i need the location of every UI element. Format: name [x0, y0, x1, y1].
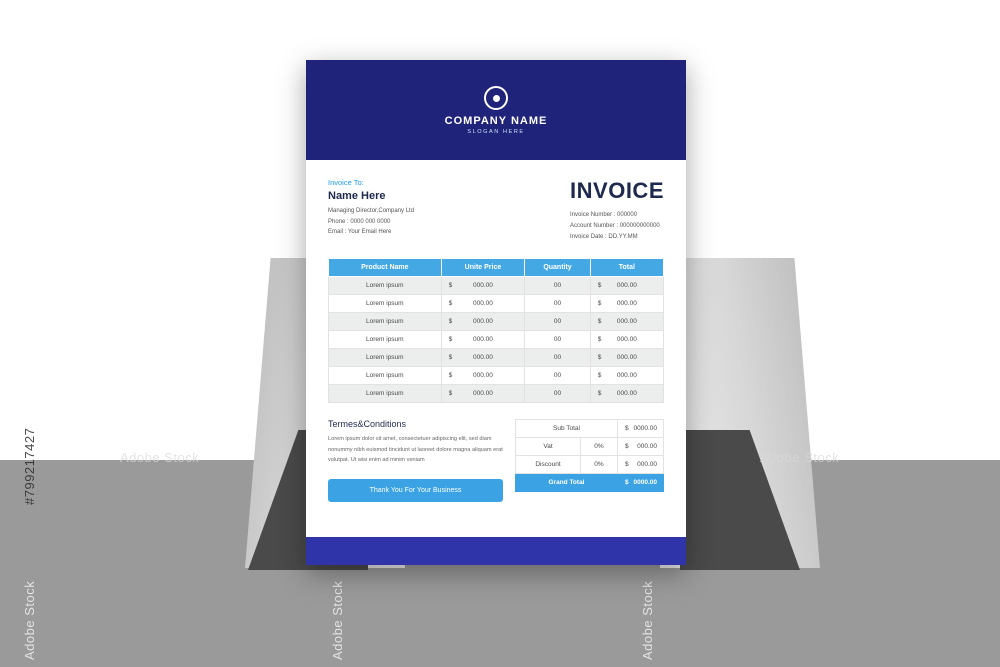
- currency-symbol: $: [597, 318, 602, 326]
- vat-value-cell: [618, 438, 664, 456]
- client-phone: Phone : 0000 000 0000: [328, 218, 391, 225]
- client-email: Email : Your Email Here: [328, 229, 392, 235]
- currency-symbol: $: [448, 390, 453, 398]
- watermark-text: Adobe Stock: [22, 580, 37, 660]
- discount-percent: 0%: [581, 456, 618, 474]
- discount-label: Discount: [516, 456, 581, 474]
- price-value: 000.00: [473, 318, 493, 326]
- currency-symbol: $: [597, 336, 602, 344]
- total-value: 000.00: [616, 336, 637, 344]
- cell-product: Lorem ipsum: [329, 367, 442, 385]
- total-value: 000.00: [616, 390, 637, 398]
- target-circle-icon: [484, 86, 508, 110]
- total-value: 000.00: [616, 372, 637, 380]
- account-number: Account Number : 000000000000: [570, 222, 660, 229]
- cell-product: Lorem ipsum: [329, 349, 442, 367]
- currency-symbol: $: [448, 372, 453, 380]
- currency-symbol: $: [448, 282, 453, 290]
- table-row: [329, 313, 664, 331]
- price-value: 000.00: [473, 300, 493, 308]
- vat-label: Vat: [516, 438, 581, 456]
- currency-symbol: $: [625, 425, 629, 433]
- grand-total-label: Grand Total: [516, 474, 618, 492]
- logo-inner-dot: [493, 95, 500, 102]
- cell-total: [590, 367, 663, 385]
- price-value: 000.00: [473, 282, 493, 290]
- cell-qty: 00: [525, 331, 590, 349]
- cell-product: Lorem ipsum: [329, 277, 442, 295]
- totals-row-grand: [516, 474, 664, 492]
- vat-value: 000.00: [637, 443, 657, 451]
- totals-row-vat: [516, 438, 664, 456]
- currency-symbol: $: [597, 390, 602, 398]
- total-value: 000.00: [616, 300, 637, 308]
- column-header-product: Product Name: [329, 259, 442, 277]
- line-items-table: [328, 258, 664, 403]
- subtotal-value: 0000.00: [633, 425, 657, 433]
- watermark-text: Adobe Stock: [760, 450, 840, 465]
- cell-price: [441, 367, 525, 385]
- grand-total-value-cell: [618, 474, 664, 492]
- currency-symbol: $: [597, 282, 602, 290]
- price-value: 000.00: [473, 354, 493, 362]
- cell-price: [441, 331, 525, 349]
- currency-symbol: $: [625, 479, 629, 487]
- currency-symbol: $: [625, 443, 629, 451]
- invoice-to-block: [328, 178, 414, 238]
- invoice-to-label: Invoice To:: [328, 178, 364, 187]
- watermark-asset-id: #799217427: [22, 427, 37, 505]
- client-role: Managing Director,Company Ltd: [328, 208, 415, 214]
- invoice-title: INVOICE: [570, 178, 664, 203]
- cell-qty: 00: [525, 295, 590, 313]
- cell-price: [441, 385, 525, 403]
- cell-qty: 00: [525, 349, 590, 367]
- currency-symbol: $: [597, 372, 602, 380]
- invoice-title-block: [570, 178, 664, 242]
- cell-qty: 00: [525, 313, 590, 331]
- totals-block: [515, 419, 664, 502]
- table-row: [329, 385, 664, 403]
- invoice-date: Invoice Date : DD.YY.MM: [570, 233, 638, 240]
- currency-symbol: $: [448, 354, 453, 362]
- invoice-number: Invoice Number : 000000: [570, 212, 638, 218]
- cell-qty: 00: [525, 367, 590, 385]
- subtotal-value-cell: [618, 420, 664, 438]
- price-value: 000.00: [473, 336, 493, 344]
- watermark-text: Adobe Stock: [330, 580, 345, 660]
- company-name: COMPANY NAME: [444, 115, 548, 127]
- price-value: 000.00: [473, 390, 493, 398]
- table-row: [329, 295, 664, 313]
- company-slogan: SLOGAN HERE: [467, 129, 525, 135]
- cell-price: [441, 349, 525, 367]
- invoice-footer-bar: [306, 537, 686, 565]
- cell-qty: 00: [525, 385, 590, 403]
- invoice-body: [306, 160, 686, 502]
- totals-table: [515, 419, 664, 492]
- cell-total: [590, 295, 663, 313]
- currency-symbol: $: [448, 318, 453, 326]
- currency-symbol: $: [448, 300, 453, 308]
- cell-total: [590, 349, 663, 367]
- table-row: [329, 367, 664, 385]
- invoice-header: [306, 60, 686, 160]
- discount-value-cell: [618, 456, 664, 474]
- grand-total-value: 0000.00: [633, 479, 657, 487]
- table-row: [329, 277, 664, 295]
- subtotal-label: Sub Total: [516, 420, 618, 438]
- terms-block: [328, 419, 503, 502]
- column-header-unit-price: Unite Price: [441, 259, 525, 277]
- cell-total: [590, 385, 663, 403]
- client-name: Name Here: [328, 190, 386, 202]
- currency-symbol: $: [597, 354, 602, 362]
- currency-symbol: $: [625, 461, 629, 469]
- cell-product: Lorem ipsum: [329, 295, 442, 313]
- table-header-row: [329, 259, 664, 277]
- cell-product: Lorem ipsum: [329, 313, 442, 331]
- table-row: [329, 349, 664, 367]
- cell-product: Lorem ipsum: [329, 385, 442, 403]
- brand-block: [306, 86, 686, 135]
- column-header-quantity: Quantity: [525, 259, 590, 277]
- total-value: 000.00: [616, 354, 637, 362]
- cell-product: Lorem ipsum: [329, 331, 442, 349]
- discount-value: 000.00: [637, 461, 657, 469]
- vat-percent: 0%: [581, 438, 618, 456]
- invoice-bottom: [328, 419, 664, 502]
- cell-total: [590, 277, 663, 295]
- currency-symbol: $: [597, 300, 602, 308]
- cell-total: [590, 331, 663, 349]
- terms-body: Lorem ipsum dolor sit amet, consectetuer adipiscing elit, sed diam nonummy nibh euismod tincidunt ut laoreet dolore magna aliquam erat volutpat. Ut wisi enim ad minim veniam: [328, 436, 503, 464]
- terms-title: Termes&Conditions: [328, 419, 407, 430]
- cell-price: [441, 295, 525, 313]
- totals-row-discount: [516, 456, 664, 474]
- column-header-total: Total: [590, 259, 663, 277]
- price-value: 000.00: [473, 372, 493, 380]
- watermark-text: Adobe Stock: [640, 580, 655, 660]
- cell-price: [441, 313, 525, 331]
- invoice-top-row: [328, 178, 664, 242]
- cell-total: [590, 313, 663, 331]
- totals-row-subtotal: [516, 420, 664, 438]
- invoice-sheet: [306, 60, 686, 565]
- cell-qty: 00: [525, 277, 590, 295]
- total-value: 000.00: [616, 282, 637, 290]
- watermark-text: Adobe Stock: [120, 450, 200, 465]
- invoice-meta: [570, 210, 664, 242]
- cell-price: [441, 277, 525, 295]
- currency-symbol: $: [448, 336, 453, 344]
- total-value: 000.00: [616, 318, 637, 326]
- table-row: [329, 331, 664, 349]
- thank-you-button[interactable]: Thank You For Your Business: [328, 479, 503, 502]
